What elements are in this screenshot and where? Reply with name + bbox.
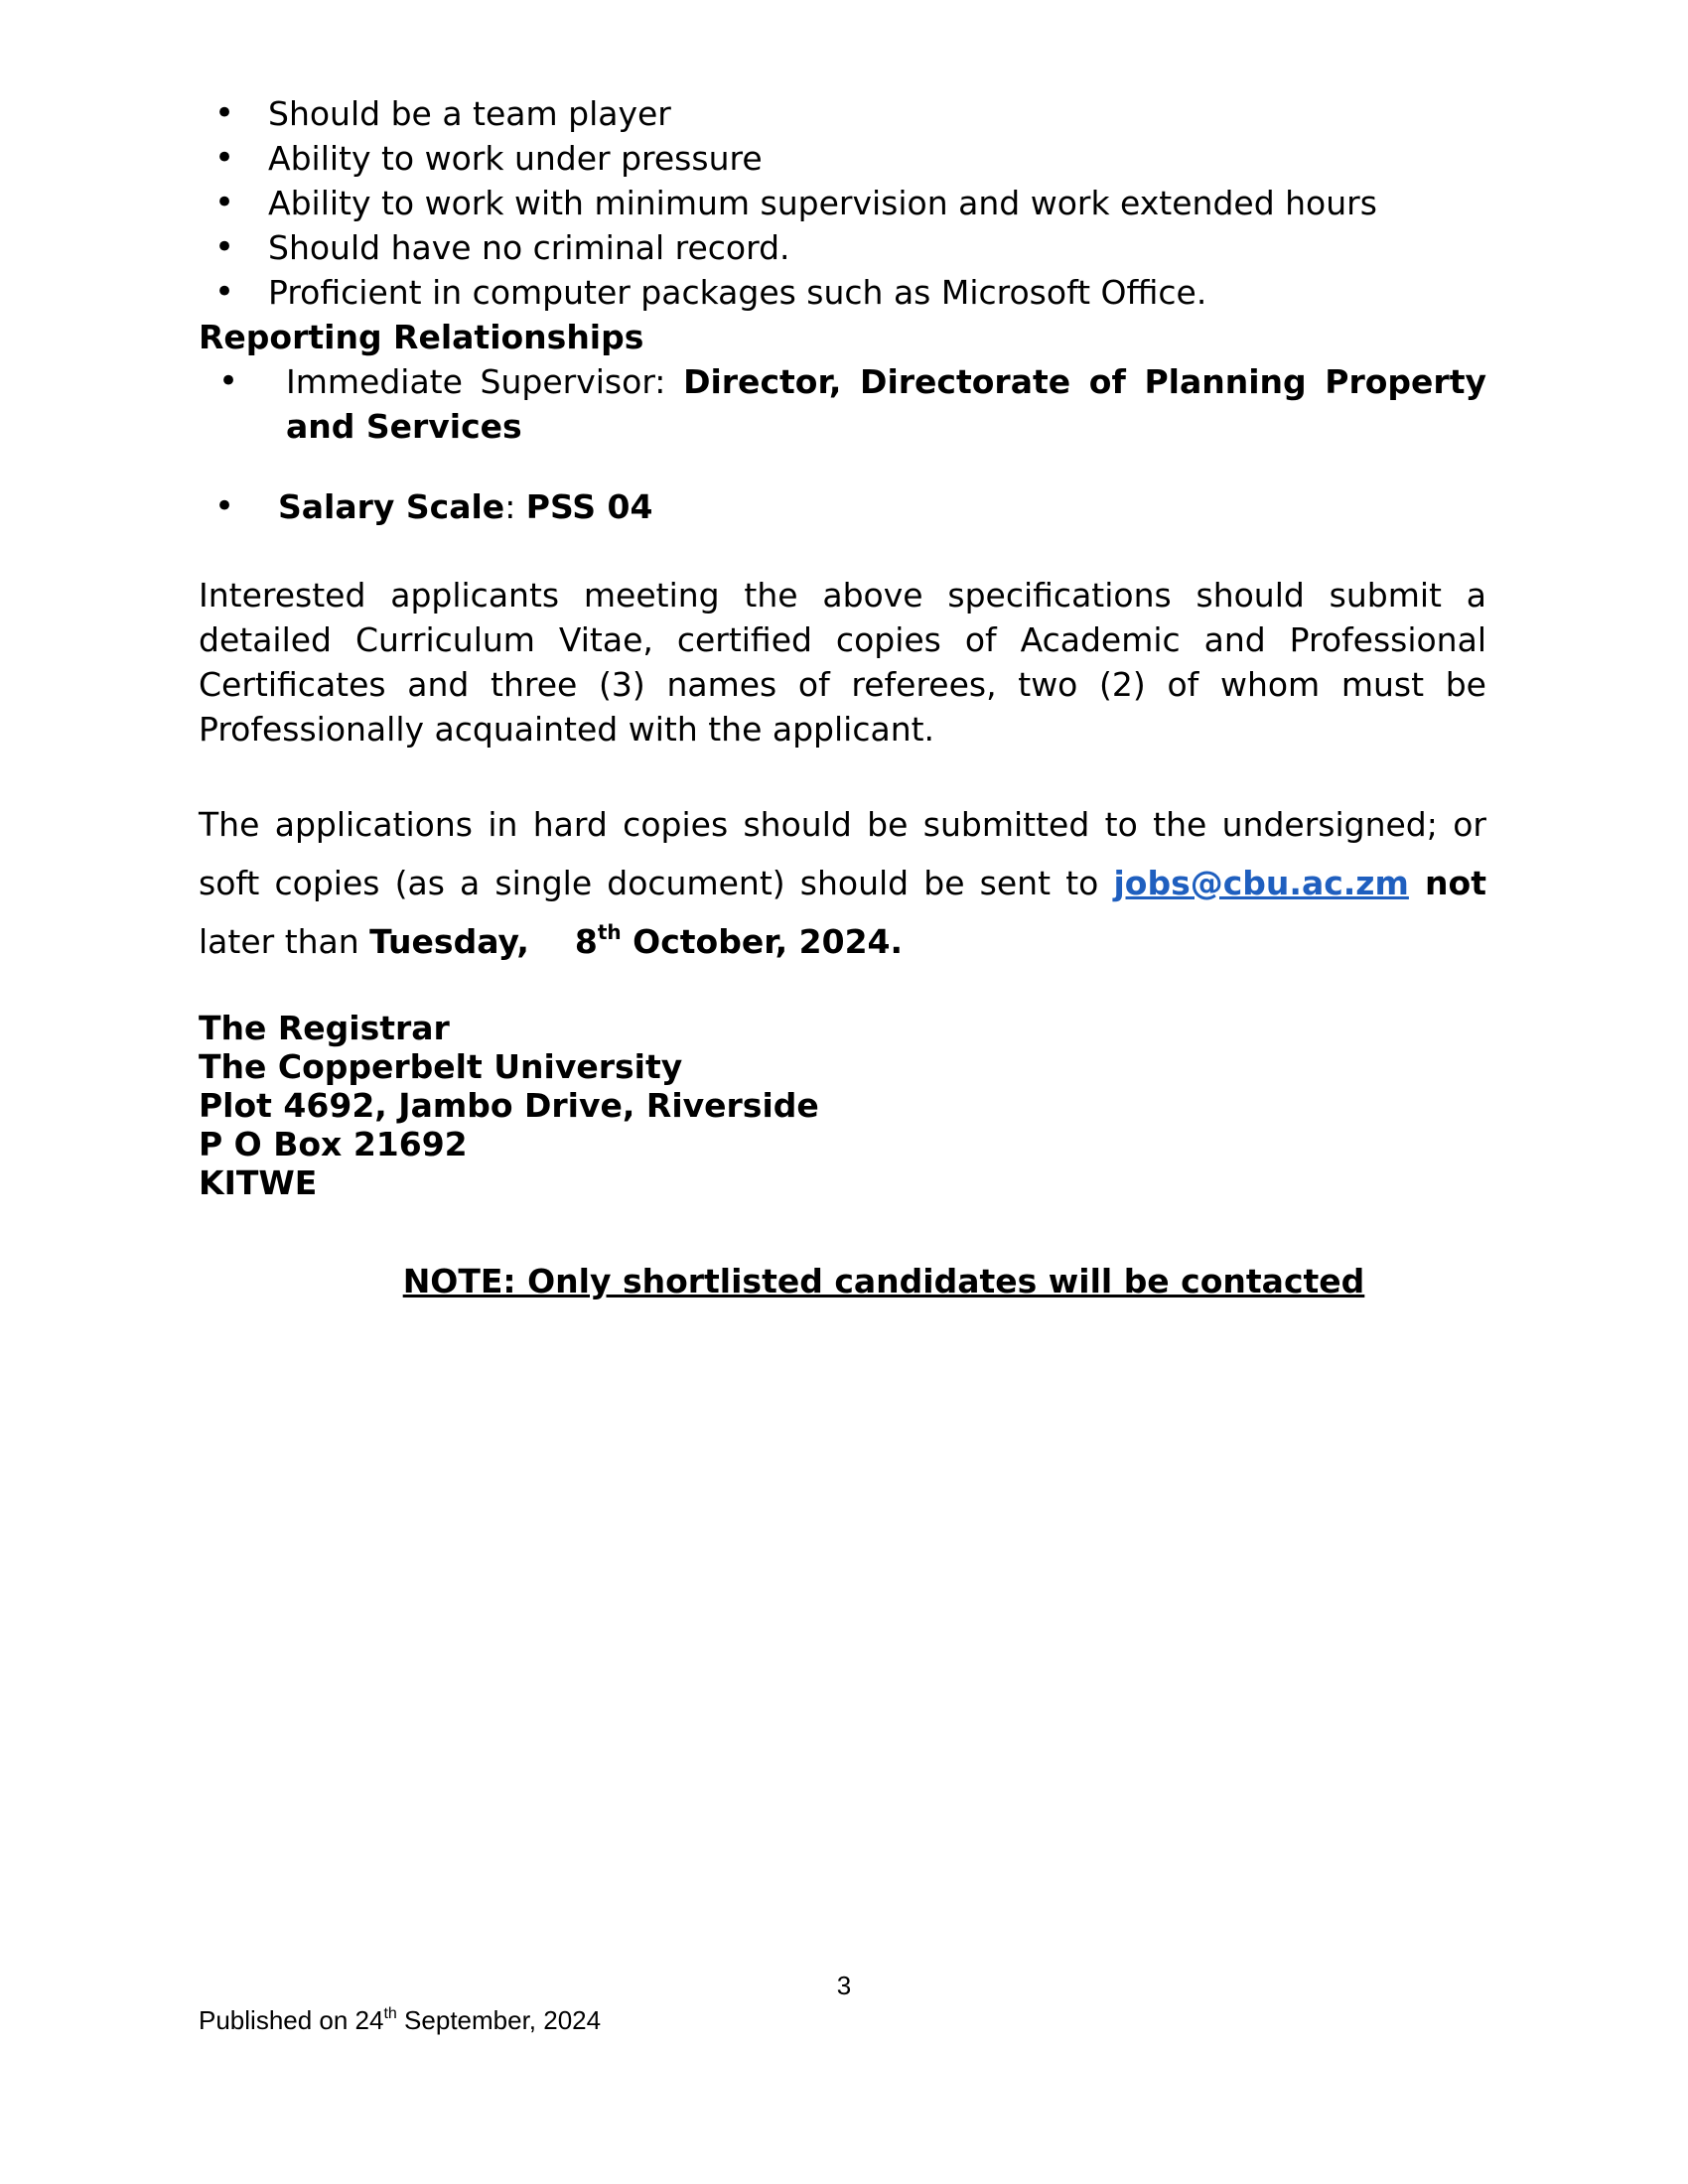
- deadline-date: [369, 922, 903, 961]
- submission-instructions: [199, 795, 1486, 971]
- salary-item: [199, 484, 1486, 529]
- salary-separator: :: [504, 487, 526, 526]
- address-line: P O Box 21692: [199, 1125, 468, 1163]
- reporting-heading: Reporting Relationships: [199, 318, 644, 356]
- deadline-ordinal: th: [597, 920, 622, 944]
- address-line: The Registrar: [199, 1009, 450, 1047]
- supervisor-label: Immediate Supervisor:: [286, 362, 684, 401]
- list-item: • Ability to work under pressure: [199, 136, 1486, 181]
- reporting-list: [199, 359, 1486, 449]
- shortlist-note: NOTE: Only shortlisted candidates will be contacted: [402, 1262, 1365, 1300]
- application-instructions: Interested applicants meeting the above specifications should submit a detailed Curriculum Vitae, certified copies of Academic and Professional Certificates and three (3) names of referees, two (2) of whom must be Professionally acquainted with the applicant.: [199, 576, 1486, 749]
- email-link[interactable]: jobs@cbu.ac.zm: [1113, 864, 1409, 902]
- published-date-footer: [199, 2005, 601, 2036]
- list-item: • Should be a team player: [199, 91, 1486, 136]
- salary-list: [199, 484, 1486, 529]
- list-item: • Proficient in computer packages such as Microsoft Office.: [199, 270, 1486, 315]
- list-item: • Ability to work with minimum supervision and work extended hours: [199, 181, 1486, 225]
- address-line: Plot 4692, Jambo Drive, Riverside: [199, 1086, 819, 1125]
- deadline-rest: October, 2024.: [621, 922, 904, 961]
- footer-ordinal: th: [383, 2005, 397, 2022]
- salary-value: PSS 04: [525, 487, 653, 526]
- deadline-day: Tuesday, 8: [369, 922, 598, 961]
- later-than-text: later than: [199, 922, 370, 961]
- supervisor-value: Director, Directorate of Planning Property and Services: [286, 362, 1486, 446]
- submission-text: The applications in hard copies should be submitted to the undersigned; or soft copies (as a single document) should be sent to: [199, 805, 1486, 902]
- page-number: 3: [836, 1971, 852, 2000]
- footer-prefix: Published on 24: [199, 2005, 384, 2035]
- list-item: • Should have no criminal record.: [199, 225, 1486, 270]
- footer-suffix: September, 2024: [396, 2005, 602, 2035]
- registrar-address: [199, 1009, 1486, 1202]
- supervisor-item: [199, 359, 1486, 449]
- not-text: not: [1408, 864, 1486, 902]
- address-line: KITWE: [199, 1163, 318, 1202]
- salary-label: Salary Scale: [278, 487, 505, 526]
- address-line: The Copperbelt University: [199, 1047, 683, 1086]
- requirements-list: [199, 91, 1486, 315]
- page-content: [199, 91, 1486, 1202]
